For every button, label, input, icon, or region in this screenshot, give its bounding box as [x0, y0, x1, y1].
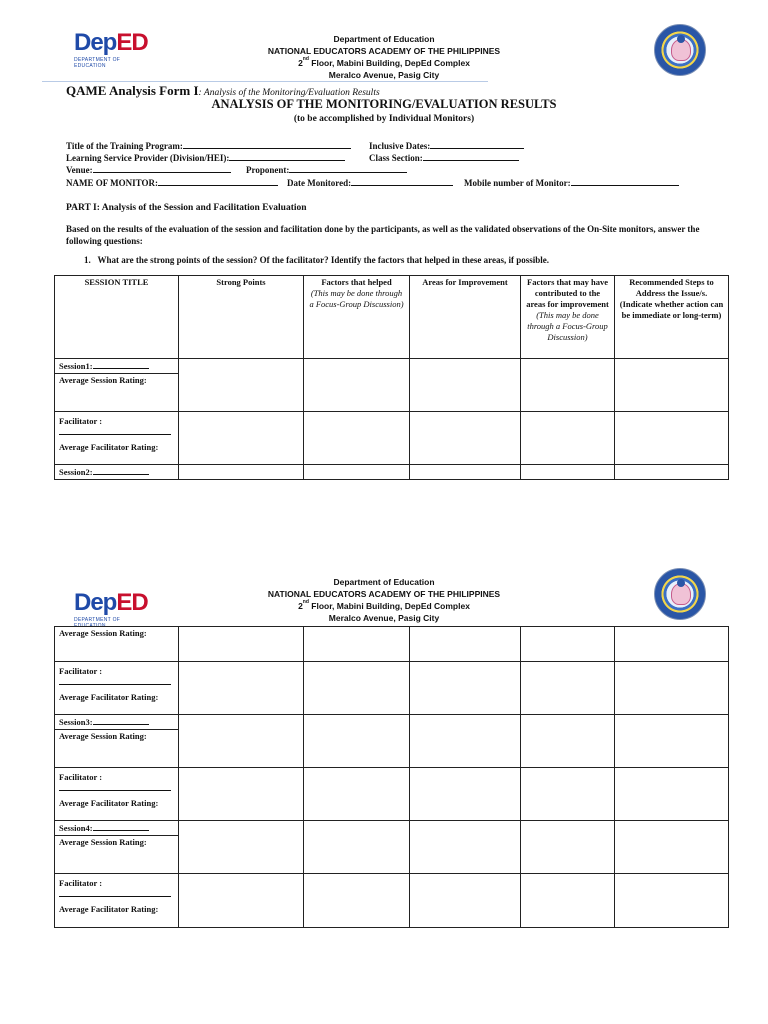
- form-name: QAME Analysis Form I: Analysis of the Monitoring/Evaluation Results: [66, 83, 380, 98]
- logo-text-dep: Dep: [74, 589, 117, 616]
- date-monitored-field[interactable]: Date Monitored:: [287, 177, 453, 188]
- table-row: [55, 359, 729, 412]
- training-program-field[interactable]: Title of the Training Program:: [66, 140, 351, 151]
- table-row: [55, 627, 729, 662]
- table-row: [55, 465, 729, 480]
- logo-text-ed: ED: [116, 589, 148, 616]
- table-header-row: [55, 276, 729, 359]
- session-label-cell[interactable]: Session1: Average Session Rating:: [55, 359, 179, 412]
- table-row: [55, 715, 729, 768]
- form-page-2: [0, 560, 768, 1024]
- table-row: [55, 768, 729, 821]
- session-label-cell[interactable]: Session4: Average Session Rating:: [55, 821, 179, 874]
- letterhead-dept: Department of Education: [333, 577, 435, 587]
- mobile-number-field[interactable]: Mobile number of Monitor:: [464, 177, 679, 188]
- facilitator-label-cell[interactable]: Facilitator : Average Facilitator Rating:: [55, 412, 179, 465]
- letterhead-address2: Meralco Avenue, Pasig City: [328, 613, 440, 623]
- facilitator-label-cell[interactable]: Facilitator : Average Facilitator Rating:: [55, 874, 179, 928]
- letterhead-academy: NATIONAL EDUCATORS ACADEMY OF THE PHILIPPINES: [267, 589, 501, 599]
- proponent-field[interactable]: Proponent:: [246, 164, 407, 175]
- letterhead-address1: 2nd Floor, Mabini Building, DepEd Complex: [298, 599, 470, 611]
- col-recommended-steps: Recommended Steps to Address the Issue/s. (Indicate whether action can be immediate or long-term): [615, 276, 729, 359]
- session-label-cell[interactable]: Session3: Average Session Rating:: [55, 715, 179, 768]
- letterhead-text: [0, 33, 768, 81]
- letterhead-dept: Department of Education: [333, 34, 435, 44]
- form-title: ANALYSIS OF THE MONITORING/EVALUATION RESULTS: [211, 97, 557, 111]
- neap-seal-icon: [654, 24, 706, 76]
- logo-tagline: DEPARTMENT OF EDUCATION: [74, 617, 121, 629]
- col-strong-points: Strong Points: [179, 276, 304, 359]
- col-areas-improvement: Areas for Improvement: [410, 276, 521, 359]
- col-factors-contributed: Factors that may have contributed to the areas for improvement (This may be done through a Focus-Group Discussion): [521, 276, 615, 359]
- inclusive-dates-field[interactable]: Inclusive Dates:: [369, 140, 524, 151]
- facilitator-label-cell[interactable]: Facilitator : Average Facilitator Rating:: [55, 768, 179, 821]
- col-factors-helped: Factors that helped (This may be done through a Focus-Group Discussion): [304, 276, 410, 359]
- table-row: [55, 662, 729, 715]
- logo-text-dep: Dep: [74, 29, 117, 56]
- neap-seal-icon: [654, 568, 706, 620]
- table-row: [55, 821, 729, 874]
- letterhead-text: [0, 576, 768, 624]
- letterhead-address1: 2nd Floor, Mabini Building, DepEd Complex: [298, 56, 470, 68]
- table-row: [55, 412, 729, 465]
- learning-provider-field[interactable]: Learning Service Provider (Division/HEI):: [66, 152, 345, 163]
- avg-session-cell[interactable]: Average Session Rating:: [55, 627, 179, 662]
- header-divider: [42, 81, 488, 82]
- logo-tagline: DEPARTMENT OF EDUCATION: [74, 57, 121, 69]
- class-section-field[interactable]: Class Section:: [369, 152, 519, 163]
- venue-field[interactable]: Venue:: [66, 164, 231, 175]
- monitor-name-field[interactable]: NAME OF MONITOR:: [66, 177, 278, 188]
- facilitator-label-cell[interactable]: Facilitator : Average Facilitator Rating:: [55, 662, 179, 715]
- logo-text-ed: ED: [116, 29, 148, 56]
- evaluation-table-page2: [54, 626, 729, 928]
- letterhead: [0, 0, 768, 88]
- session-label-cell[interactable]: Session2:: [55, 465, 179, 480]
- form-subtitle: (to be accomplished by Individual Monitors): [293, 114, 475, 124]
- col-session-title: SESSION TITLE: [55, 276, 179, 359]
- letterhead-academy: NATIONAL EDUCATORS ACADEMY OF THE PHILIPPINES: [267, 46, 501, 56]
- part-title: PART I: Analysis of the Session and Facilitation Evaluation: [66, 203, 307, 213]
- table-row: [55, 874, 729, 928]
- evaluation-table-page1: [54, 275, 729, 480]
- letterhead-address2: Meralco Avenue, Pasig City: [328, 70, 440, 80]
- question-1: 1. What are the strong points of the session? Of the facilitator? Identify the factors that helped in these areas, if possible.: [84, 255, 549, 265]
- part-intro: Based on the results of the evaluation of the session and facilitation done by the participants, as well as the validated observations of the On-Site monitors, answer the following questions:: [66, 224, 700, 246]
